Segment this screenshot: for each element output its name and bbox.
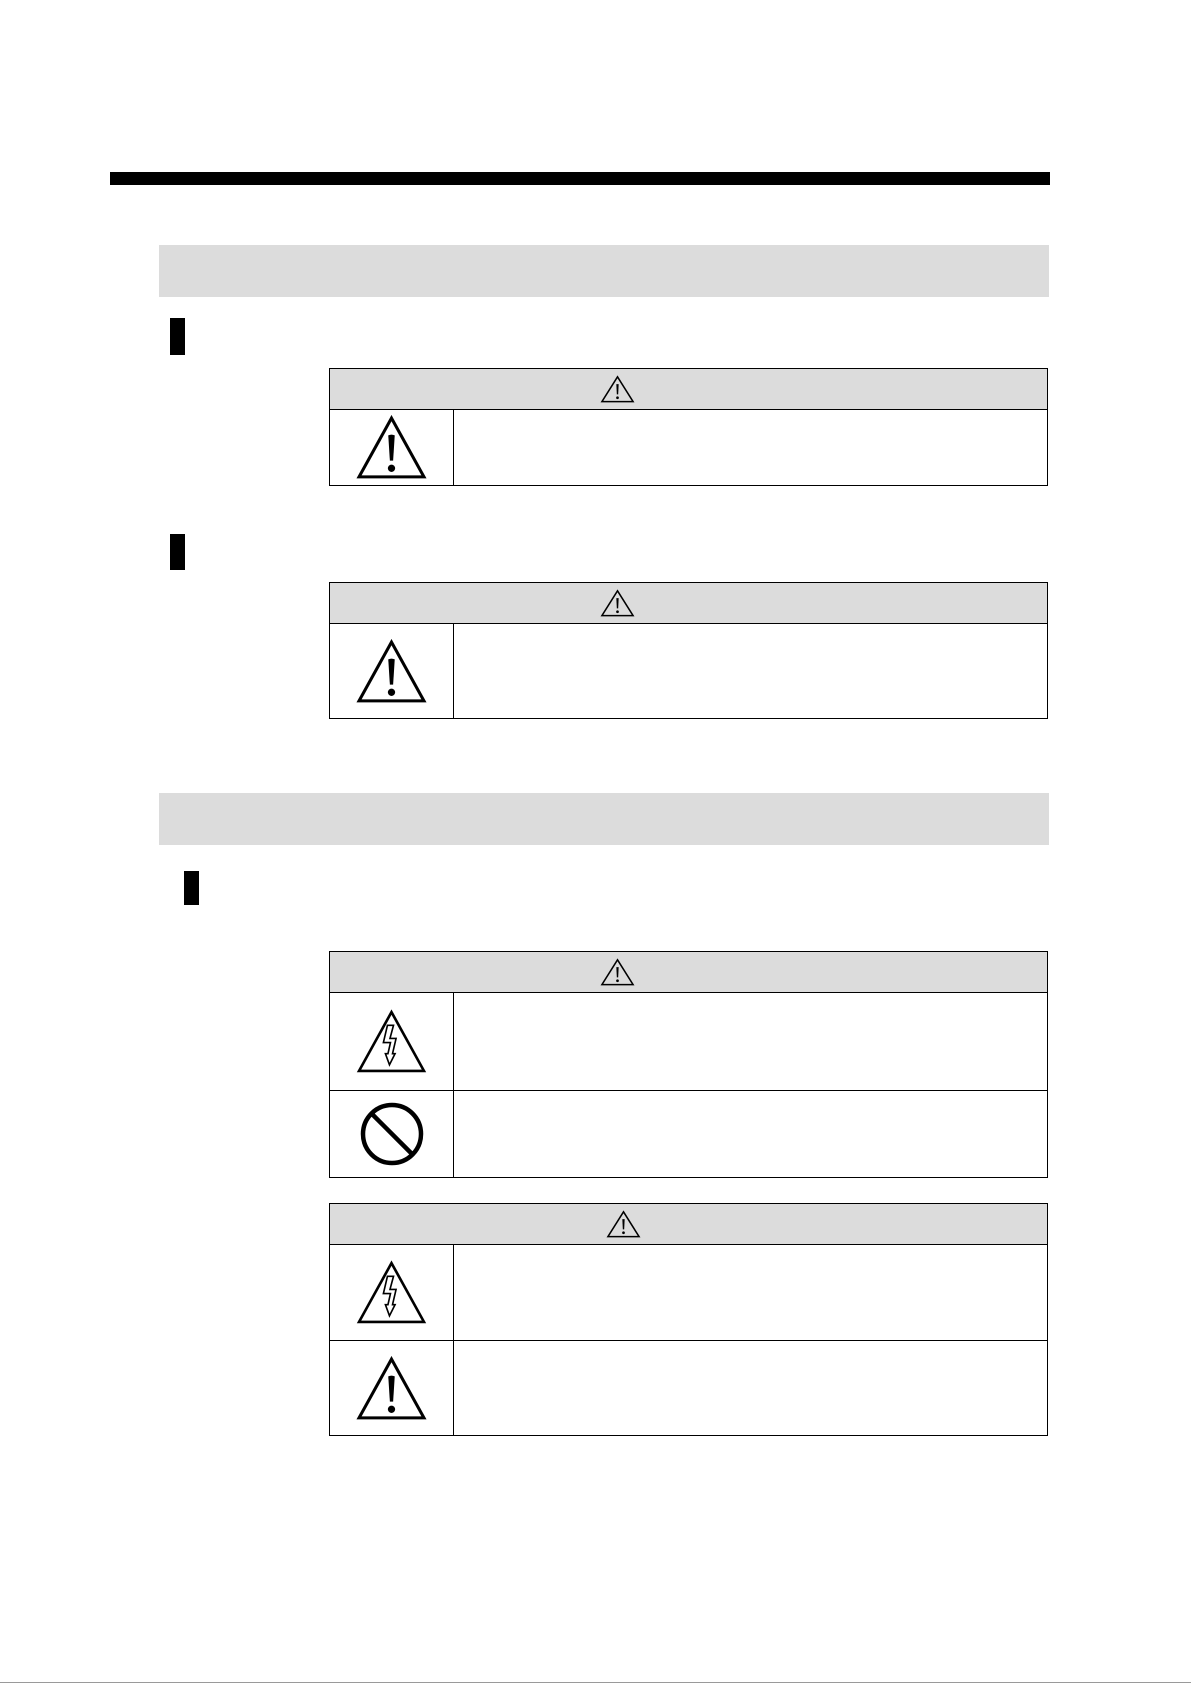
warning-text-cell bbox=[454, 1341, 1047, 1435]
warning-table bbox=[329, 951, 1048, 1178]
warning-table-header bbox=[330, 1204, 1047, 1245]
warning-row bbox=[330, 993, 1047, 1091]
warning-text-cell bbox=[454, 624, 1047, 718]
exclamation-warning-icon bbox=[356, 639, 427, 704]
warning-small-icon bbox=[606, 1209, 641, 1239]
subsection-marker bbox=[184, 871, 199, 905]
section-heading-bar bbox=[159, 793, 1049, 845]
symbol-cell bbox=[330, 1341, 454, 1435]
warning-text-cell bbox=[454, 1245, 1047, 1340]
exclamation-warning-icon bbox=[356, 1356, 427, 1421]
page-bottom-edge bbox=[0, 1682, 1191, 1683]
symbol-cell bbox=[330, 624, 454, 718]
warning-row bbox=[330, 1245, 1047, 1341]
warning-text-cell bbox=[454, 410, 1047, 485]
exclamation-warning-icon bbox=[356, 415, 427, 480]
warning-row bbox=[330, 1341, 1047, 1435]
warning-small-icon bbox=[600, 957, 635, 987]
warning-small-icon bbox=[600, 588, 635, 618]
warning-text-cell bbox=[454, 993, 1047, 1090]
warning-small-icon bbox=[600, 374, 635, 404]
symbol-cell bbox=[330, 1091, 454, 1177]
subsection-marker bbox=[170, 534, 185, 570]
warning-row bbox=[330, 1091, 1047, 1177]
symbol-cell bbox=[330, 1245, 454, 1340]
section-heading-bar bbox=[159, 245, 1049, 297]
warning-table-header bbox=[330, 952, 1047, 993]
prohibition-icon bbox=[359, 1101, 425, 1167]
warning-table-header bbox=[330, 369, 1047, 410]
warning-row bbox=[330, 624, 1047, 718]
electric-shock-icon bbox=[356, 1260, 427, 1325]
warning-row bbox=[330, 410, 1047, 485]
warning-text-cell bbox=[454, 1091, 1047, 1177]
chapter-heading-rule bbox=[110, 172, 1050, 185]
warning-table bbox=[329, 1203, 1048, 1436]
symbol-cell bbox=[330, 993, 454, 1090]
symbol-cell bbox=[330, 410, 454, 485]
warning-table bbox=[329, 368, 1048, 486]
warning-table bbox=[329, 582, 1048, 719]
subsection-marker bbox=[170, 318, 185, 355]
warning-table-header bbox=[330, 583, 1047, 624]
electric-shock-icon bbox=[356, 1009, 427, 1074]
